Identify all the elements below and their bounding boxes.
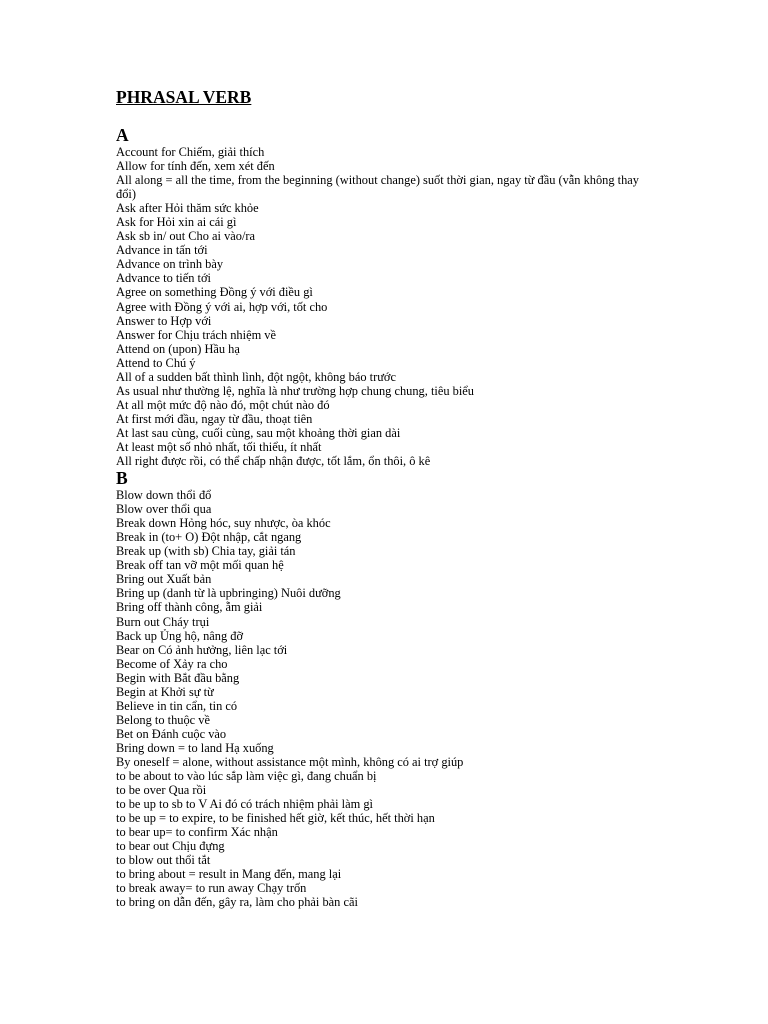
entry-bring-down: Bring down = to land Hạ xuống: [116, 740, 274, 755]
entry-at-first: At first mới đầu, ngay từ đầu, thoạt tiên: [116, 411, 313, 426]
entry-advance-in: Advance in tấn tới: [116, 243, 208, 258]
entry-attend-to: Attend to Chú ý: [116, 355, 196, 370]
entry-to-break-away: to break away= to run away Chạy trốn: [116, 881, 307, 896]
entry-ask-for: Ask for Hỏi xin ai cái gì: [116, 215, 237, 230]
entry-bring-up: Bring up (danh từ là upbringing) Nuôi dưỡng: [116, 586, 341, 601]
entry-advance-on: Advance on trình bày: [116, 257, 224, 272]
entry-bear-on: Bear on Có ảnh hưởng, liên lạc tới: [116, 642, 288, 657]
section-heading-a: A: [116, 125, 129, 145]
entry-become-of: Become of Xảy ra cho: [116, 656, 228, 671]
entry-blow-over: Blow over thổi qua: [116, 502, 212, 517]
entry-to-bear-out: to bear out Chịu đựng: [116, 839, 225, 854]
entry-to-blow-out: to blow out thổi tắt: [116, 853, 211, 868]
entry-to-bring-on: to bring on dẫn đến, gây ra, làm cho phải bàn cãi: [116, 895, 358, 910]
entry-answer-for: Answer for Chịu trách nhiệm về: [116, 327, 277, 342]
section-a: [116, 125, 676, 468]
entry-bet-on: Bet on Đánh cuộc vào: [116, 726, 227, 741]
entry-break-down: Break down Hỏng hóc, suy nhược, òa khóc: [116, 516, 331, 531]
entry-break-in: Break in (to+ O) Đột nhập, cắt ngang: [116, 530, 302, 545]
entry-to-be-up-to: to be up to sb to V Ai đó có trách nhiệm phải làm gì: [116, 797, 373, 812]
entry-allow-for: Allow for tính đến, xem xét đến: [116, 159, 275, 174]
entry-to-be-up: to be up = to expire, to be finished hết giờ, kết thúc, hết thời hạn: [116, 811, 435, 826]
entry-blow-down: Blow down thổi đổ: [116, 488, 212, 503]
entry-bring-off: Bring off thành công, ẵm giải: [116, 600, 263, 615]
entry-list-b: [116, 488, 676, 909]
document-title: PHRASAL VERB: [116, 87, 252, 107]
entry-belong-to: Belong to thuộc về: [116, 712, 210, 727]
entry-back-up: Back up Ủng hộ, nâng đỡ: [116, 628, 243, 643]
entry-agree-with: Agree with Đồng ý với ai, hợp với, tốt cho: [116, 299, 328, 314]
entry-attend-on: Attend on (upon) Hầu hạ: [116, 341, 240, 356]
entry-bring-out: Bring out Xuất bản: [116, 572, 212, 587]
entry-to-be-about-to: to be about to vào lúc sắp làm việc gì, đang chuẩn bị: [116, 769, 377, 784]
document-page: [116, 86, 676, 909]
entry-advance-to: Advance to tiến tới: [116, 271, 211, 286]
entry-by-oneself: By oneself = alone, without assistance một mình, không có ai trợ giúp: [116, 754, 464, 769]
entry-break-off: Break off tan vỡ một mối quan hệ: [116, 558, 284, 573]
entry-at-all: At all một mức độ nào đó, một chút nào đó: [116, 397, 330, 412]
entry-burn-out: Burn out Cháy trụi: [116, 614, 210, 629]
entry-answer-to: Answer to Hợp với: [116, 313, 212, 328]
entry-at-least: At least một số nhỏ nhất, tối thiểu, ít nhất: [116, 439, 322, 454]
entry-as-usual: As usual như thường lệ, nghĩa là như trường hợp chung chung, tiêu biểu: [116, 383, 474, 398]
entry-ask-after: Ask after Hỏi thăm sức khỏe: [116, 201, 259, 216]
entry-account-for: Account for Chiếm, giải thích: [116, 145, 265, 159]
entry-ask-sb-in-out: Ask sb in/ out Cho ai vào/ra: [116, 229, 256, 244]
section-heading-b: B: [116, 468, 128, 489]
entry-break-up: Break up (with sb) Chia tay, giải tán: [116, 544, 296, 559]
entry-all-along: All along = all the time, from the beginning (without change) suốt thời gian, ngay từ đầu (vẫn không thay đổi): [116, 173, 640, 202]
entry-to-be-over: to be over Qua rồi: [116, 783, 207, 798]
entry-all-right: All right được rồi, có thể chấp nhận được, tốt lắm, ổn thôi, ô kê: [116, 454, 431, 469]
entry-list-a: [116, 145, 676, 468]
entry-all-of-a-sudden: All of a sudden bất thình lình, đột ngột, không báo trước: [116, 369, 396, 384]
entry-to-bring-about: to bring about = result in Mang đến, mang lại: [116, 867, 342, 882]
entry-believe-in: Believe in tin cẩn, tin có: [116, 698, 238, 713]
section-b: [116, 468, 676, 909]
entry-to-bear-up: to bear up= to confirm Xác nhận: [116, 825, 278, 840]
entry-agree-on: Agree on something Đồng ý với điều gì: [116, 285, 313, 300]
entry-begin-at: Begin at Khởi sự từ: [116, 684, 214, 699]
entry-at-last: At last sau cùng, cuối cùng, sau một khoảng thời gian dài: [116, 425, 401, 440]
entry-begin-with: Begin with Bắt đầu bằng: [116, 670, 240, 685]
